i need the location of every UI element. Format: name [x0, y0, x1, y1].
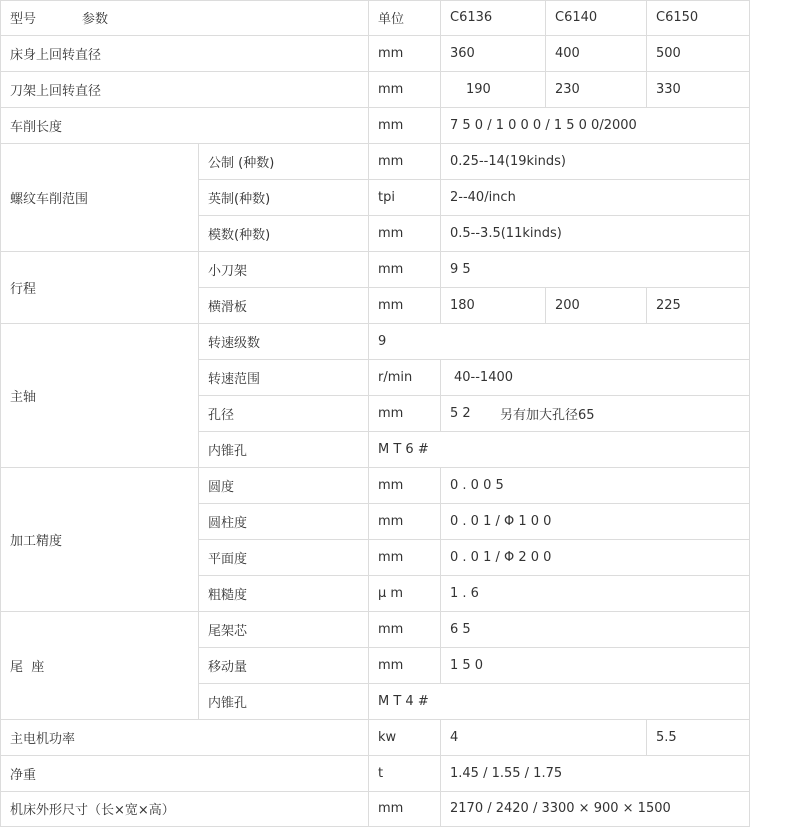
row-value-c6140: 400 [555, 45, 580, 61]
row-unit: t [378, 765, 384, 781]
row-label: 床身上回转直径 [10, 47, 102, 63]
row-value: 0 . 0 0 5 [450, 477, 504, 493]
row-value-c6150: 225 [656, 297, 681, 313]
row-value-c6136: 180 [450, 297, 475, 313]
row-unit: r/min [378, 369, 413, 385]
row-unit: mm [378, 549, 404, 565]
sub-label: 移动量 [208, 659, 248, 675]
grid-line [749, 0, 750, 827]
row-unit: mm [378, 297, 404, 313]
row-value: 1 . 6 [450, 585, 479, 601]
row-unit: mm [378, 405, 404, 421]
row-unit: kw [378, 729, 397, 745]
sub-label: 粗糙度 [208, 587, 248, 603]
sub-label: 内锥孔 [208, 695, 248, 711]
row-value: 0 . 0 1 / Φ 2 0 0 [450, 549, 552, 565]
header-model-c6136: C6136 [450, 10, 493, 25]
header-unit: 单位 [378, 12, 405, 27]
sub-label: 转速范围 [208, 371, 261, 387]
row-unit: mm [378, 153, 404, 169]
row-note: 另有加大孔径65 [500, 407, 595, 423]
group-label: 加工精度 [10, 533, 63, 549]
sub-label: 英制(种数) [208, 191, 271, 207]
row-unit: mm [378, 621, 404, 637]
sub-label: 公制 (种数) [208, 155, 275, 171]
row-value: 40--1400 [454, 369, 514, 385]
group-label: 行程 [10, 281, 37, 297]
row-value: 7 5 0 / 1 0 0 0 / 1 5 0 0/2000 [450, 117, 637, 133]
row-value: 6 5 [450, 621, 471, 637]
header-model-c6140: C6140 [555, 10, 598, 25]
sub-label: 孔径 [208, 407, 235, 423]
group-label: 螺纹车削范围 [10, 191, 89, 207]
sub-label: 圆柱度 [208, 515, 248, 531]
sub-label: 模数(种数) [208, 227, 271, 243]
row-label: 机床外形尺寸（长×宽×高） [10, 803, 175, 818]
row-unit: mm [378, 261, 404, 277]
row-unit: mm [378, 513, 404, 529]
row-label: 刀架上回转直径 [10, 83, 102, 99]
row-unit: mm [378, 657, 404, 673]
row-value-c6136: 4 [450, 729, 459, 745]
row-unit: mm [378, 45, 404, 61]
row-unit: mm [378, 81, 404, 97]
header-params: 参数 [82, 12, 109, 27]
row-label: 主电机功率 [10, 731, 76, 747]
sub-label: 小刀架 [208, 263, 248, 279]
sub-label: 横滑板 [208, 299, 248, 315]
group-label: 主轴 [10, 389, 37, 405]
row-value: 2170 / 2420 / 3300 × 900 × 1500 [450, 801, 671, 816]
row-value: M T 4 # [378, 693, 429, 709]
row-unit: mm [378, 117, 404, 133]
header-model-c6150: C6150 [656, 10, 699, 25]
row-value-c6136: 190 [466, 81, 491, 97]
grid-line [0, 826, 750, 827]
row-value: 1 5 0 [450, 657, 484, 673]
row-value: 0 . 0 1 / Φ 1 0 0 [450, 513, 552, 529]
row-value: 9 [378, 333, 387, 349]
row-value: 0.5--3.5(11kinds) [450, 225, 562, 241]
row-value-c6140: 230 [555, 81, 580, 97]
row-value-c6150: 330 [656, 81, 681, 97]
sub-label: 内锥孔 [208, 443, 248, 459]
row-unit: mm [378, 801, 404, 816]
row-unit: tpi [378, 189, 395, 205]
row-value-c6150: 5.5 [656, 729, 677, 745]
row-value: 2--40/inch [450, 189, 516, 205]
sub-label: 转速级数 [208, 335, 261, 351]
sub-label: 平面度 [208, 551, 248, 567]
row-value-c6150: 500 [656, 45, 681, 61]
sub-label: 尾架芯 [208, 623, 248, 639]
header-model: 型号 [10, 12, 37, 27]
row-value: M T 6 # [378, 441, 429, 457]
row-value-c6136: 360 [450, 45, 475, 61]
row-unit: mm [378, 225, 404, 241]
row-label: 车削长度 [10, 119, 63, 135]
row-value-c6140: 200 [555, 297, 580, 313]
row-unit: mm [378, 477, 404, 493]
group-label: 尾 座 [10, 659, 45, 675]
row-value: 5 2 [450, 405, 471, 421]
row-label: 净重 [10, 767, 37, 783]
row-value: 9 5 [450, 261, 471, 277]
sub-label: 圆度 [208, 479, 235, 495]
row-value: 1.45 / 1.55 / 1.75 [450, 765, 563, 781]
row-unit: μ m [378, 585, 404, 601]
row-value: 0.25--14(19kinds) [450, 153, 566, 169]
